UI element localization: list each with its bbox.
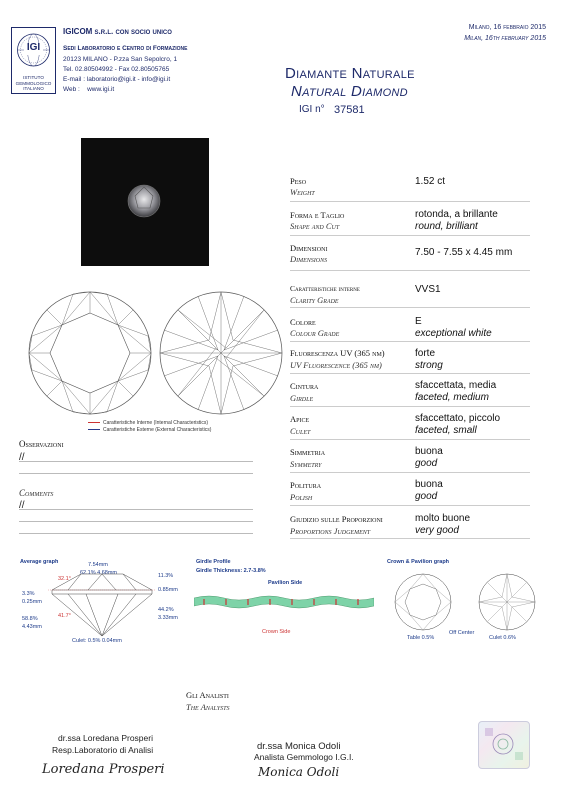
analyst-1-role: Resp.Laboratorio di Analisi xyxy=(52,745,154,755)
colour-label-en: Colour Grade xyxy=(290,328,340,338)
divider xyxy=(290,235,530,236)
girdle-profile xyxy=(190,552,390,652)
comment-line-3 xyxy=(19,533,253,534)
security-hologram xyxy=(478,721,530,769)
weight-value: 1.52 ct xyxy=(415,176,446,187)
polish-label-en: Polish xyxy=(290,492,313,502)
girdle-mm: 0.25mm xyxy=(22,599,42,605)
shape-value-en: round, brilliant xyxy=(415,221,478,232)
crown-pct: 11.3% xyxy=(158,573,174,579)
symmetry-value-en: good xyxy=(415,458,438,469)
tel-fax: Tel. 02.80504992 - Fax 02.80505765 xyxy=(63,66,170,73)
clarity-value: VVS1 xyxy=(415,284,441,295)
comments-label: Comments xyxy=(19,488,54,498)
clarity-label: Caratteristiche interne xyxy=(290,284,360,293)
colour-label: Colore xyxy=(290,317,316,327)
shape-value: rotonda, a brillante xyxy=(415,209,498,220)
weight-label-en: Weight xyxy=(290,187,315,197)
divider xyxy=(290,373,530,374)
legend-external-text: Caratteristiche Esterne (External Characteristics) xyxy=(103,427,212,433)
colour-value-en: exceptional white xyxy=(415,328,492,339)
depth-pct: 58.8% xyxy=(22,616,38,622)
observation-line-1 xyxy=(19,461,253,462)
dimensions-label: Dimensioni xyxy=(290,243,328,253)
weight-label: Peso xyxy=(290,176,307,186)
culet-label: Apice xyxy=(290,414,310,424)
divider xyxy=(290,439,530,440)
email: E-mail : laboratorio@igi.it - info@igi.it xyxy=(63,76,171,83)
girdle-value-en: faceted, medium xyxy=(415,392,489,403)
divider xyxy=(290,538,530,539)
proportions-label: Giudizio sulle Proporzioni xyxy=(290,514,383,524)
address-title: Sedi Laboratorio e Centro di Formazione xyxy=(63,45,188,52)
divider xyxy=(290,307,530,308)
crown-side-label: Crown Side xyxy=(262,629,291,635)
shape-label-en: Shape and Cut xyxy=(290,221,340,231)
fluorescence-label-en: UV Fluorescence (365 nm) xyxy=(290,360,382,370)
analyst-2-role: Analista Gemmologo I.G.I. xyxy=(254,752,354,762)
logo-text: IGI xyxy=(26,42,41,53)
hologram-diamond-icon xyxy=(479,722,531,770)
pavilion-pct: 44.2% xyxy=(158,607,174,613)
girdle-pct: 3.3% xyxy=(22,591,35,597)
divider xyxy=(290,201,530,202)
crown-pavilion-title: Crown & Pavilion graph xyxy=(387,559,450,565)
colour-value: E xyxy=(415,316,422,327)
shape-label: Forma e Taglio xyxy=(290,210,345,220)
date-english: Milan, 16th february 2015 xyxy=(464,35,546,42)
proportions-value-en: very good xyxy=(415,525,459,536)
divider xyxy=(290,270,530,271)
girdle-profile-title: Girdle Profile xyxy=(196,559,231,565)
proportions-value: molto buone xyxy=(415,513,471,524)
pavilion-mm: 3.33mm xyxy=(158,615,178,621)
proportions-label-en: Proportions Judgement xyxy=(290,526,371,536)
average-graph-title: Average graph xyxy=(20,559,59,565)
fluorescence-label: Fluorescenza UV (365 nm) xyxy=(290,348,385,358)
girdle-label-en: Girdle xyxy=(290,393,314,403)
small-crown-icon xyxy=(393,572,453,632)
crown-angle: 32.1° xyxy=(58,576,71,582)
diamond-photo xyxy=(81,138,209,266)
girdle-thickness: Girdle Thickness: 2.7-3.8% xyxy=(196,568,266,574)
culet-offset: Culet 0.6% xyxy=(489,635,516,641)
title-english: Natural Diamond xyxy=(291,83,408,100)
analysts-label: Gli Analisti xyxy=(186,690,229,700)
symmetry-value: buona xyxy=(415,446,443,457)
observation-line-2 xyxy=(19,473,253,474)
analyst-2-name: dr.ssa Monica Odoli xyxy=(257,741,341,752)
observations-label: Osservazioni xyxy=(19,439,64,449)
analyst-1-signature: Loredana Prosperi xyxy=(42,762,165,777)
clarity-label-en: Clarity Grade xyxy=(290,295,339,305)
girdle-band-icon xyxy=(194,590,374,614)
fluorescence-value: forte xyxy=(415,348,436,359)
depth-mm: 4.43mm xyxy=(22,624,42,630)
date-italian: Milano, 16 febbraio 2015 xyxy=(468,24,546,31)
comment-line-1 xyxy=(19,509,253,510)
igi-logo xyxy=(11,27,56,94)
culet-value: sfaccettato, piccolo xyxy=(415,413,501,424)
girdle-value: sfaccettata, media xyxy=(415,380,497,391)
logo-caption: ISTITUTO GEMMOLOGICO ITALIANO xyxy=(15,75,52,91)
analyst-1-name: dr.ssa Loredana Prosperi xyxy=(58,733,153,743)
comment-line-2 xyxy=(19,521,253,522)
polish-label: Politura xyxy=(290,480,322,490)
pavilion-angle: 41.7° xyxy=(58,613,71,619)
divider xyxy=(290,406,530,407)
fluorescence-value-en: strong xyxy=(415,360,443,371)
igi-number: 37581 xyxy=(334,104,365,116)
polish-value-en: good xyxy=(415,491,438,502)
culet-label-en: Culet xyxy=(290,426,311,436)
analysts-label-en: The Analysts xyxy=(186,702,230,712)
dimensions-value: 7.50 - 7.55 x 4.45 mm xyxy=(415,247,513,258)
crown-pavilion-graph xyxy=(385,552,566,652)
dimensions-label-en: Dimensions xyxy=(290,254,328,264)
title-italian: Diamante Naturale xyxy=(285,65,415,82)
culet-value-en: faceted, small xyxy=(415,425,477,436)
average-graph xyxy=(0,552,190,652)
divider xyxy=(290,472,530,473)
polish-value: buona xyxy=(415,479,443,490)
crown-plot xyxy=(27,290,153,416)
divider xyxy=(290,505,530,506)
table-value: 62.1% 4.68mm xyxy=(80,570,117,576)
crown-mm: 0.85mm xyxy=(158,587,178,593)
symmetry-label-en: Symmetry xyxy=(290,459,322,469)
legend-external xyxy=(88,427,211,433)
symmetry-label: Simmetria xyxy=(290,447,326,457)
small-pavilion-icon xyxy=(477,572,537,632)
diamond-profile-icon xyxy=(48,570,156,640)
legend-internal-text: Caratteristiche Interne (Internal Characteristics) xyxy=(103,420,209,426)
girdle-label: Cintura xyxy=(290,381,319,391)
table-offset: Table 0.5% xyxy=(407,635,435,641)
pavilion-side-label: Pavilion Side xyxy=(268,580,303,586)
culet-info: Culet: 0.5% 0.04mm xyxy=(72,638,122,644)
diameter-value: 7.54mm xyxy=(88,562,108,568)
pavilion-plot xyxy=(158,290,284,416)
off-center-label: Off Center xyxy=(449,630,475,636)
observations-value: // xyxy=(19,452,25,463)
igi-number-label: IGI n° xyxy=(299,104,325,115)
company-name: IGICOM s.r.l. con socio unico xyxy=(63,27,172,36)
diamond-photo-icon xyxy=(81,138,209,266)
website: Web : www.igi.it xyxy=(63,86,115,93)
legend-internal xyxy=(88,420,208,426)
comments-value: // xyxy=(19,500,25,511)
divider xyxy=(290,341,530,342)
address-line: 20123 MILANO - P.zza San Sepolcro, 1 xyxy=(63,56,178,63)
analyst-2-signature: Monica Odoli xyxy=(258,765,340,779)
